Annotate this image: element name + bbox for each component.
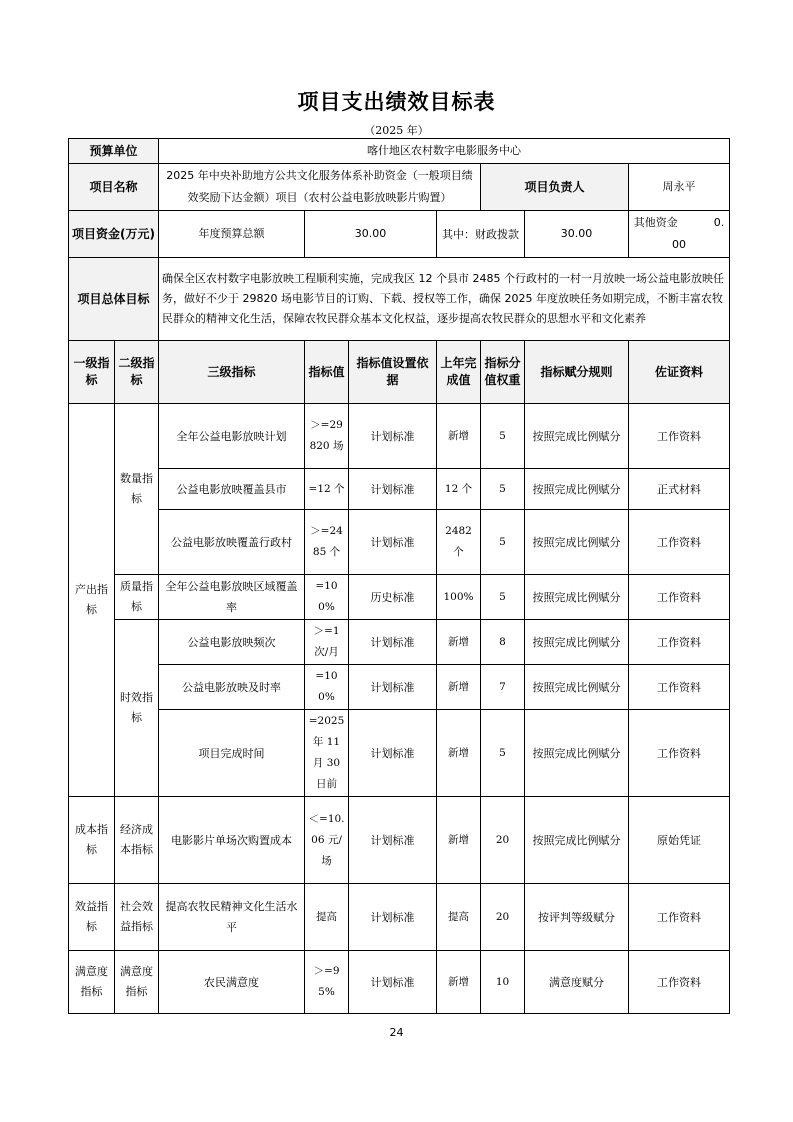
goal-value: 确保全区农村数字电影放映工程顺利实施，完成我区 12 个县市 2485 个行政村的一村一月放映一场公益电影放映任务，做好不少于 29820 场电影节目的订购、下载、授权等工作，确保 2025 年度放映任务如期完成，不断丰富农牧民群众的精神文化生活，保障农牧民群众基本文化权益，逐步提高农牧民群众的思想水平和文化素养 bbox=[159, 258, 730, 341]
evidence-cell: 工作资料 bbox=[629, 510, 730, 575]
evidence-cell: 工作资料 bbox=[629, 884, 730, 951]
level3-cell: 公益电影放映覆盖行政村 bbox=[159, 510, 305, 575]
weight-cell: 10 bbox=[481, 951, 525, 1014]
performance-table bbox=[68, 138, 730, 1014]
level1-cell: 效益指标 bbox=[69, 884, 115, 951]
weight-cell: 20 bbox=[481, 797, 525, 884]
value-cell: =2025 年 11 月 30 日前 bbox=[305, 710, 349, 797]
value-cell: ＞=29820 场 bbox=[305, 404, 349, 469]
evidence-cell: 工作资料 bbox=[629, 575, 730, 620]
level1-cell: 成本指标 bbox=[69, 797, 115, 884]
prev-value-cell: 提高 bbox=[437, 884, 481, 951]
table-row bbox=[69, 510, 730, 575]
level2-cell: 满意度指标 bbox=[115, 951, 159, 1014]
other-fund-cell bbox=[629, 211, 730, 258]
level1-cell: 产出指标 bbox=[69, 404, 115, 797]
basis-cell: 计划标准 bbox=[349, 797, 437, 884]
value-cell: =12 个 bbox=[305, 469, 349, 510]
level3-cell: 电影影片单场次购置成本 bbox=[159, 797, 305, 884]
column-header: 指标值 bbox=[305, 341, 349, 404]
evidence-cell: 正式材料 bbox=[629, 469, 730, 510]
column-header-row bbox=[69, 341, 730, 404]
rule-cell: 按照完成比例赋分 bbox=[525, 469, 629, 510]
table-row bbox=[69, 884, 730, 951]
value-cell: ＜=10.06 元/场 bbox=[305, 797, 349, 884]
prev-value-cell: 2482 个 bbox=[437, 510, 481, 575]
rule-cell: 按评判等级赋分 bbox=[525, 884, 629, 951]
value-cell: =100% bbox=[305, 575, 349, 620]
level3-cell: 公益电影放映频次 bbox=[159, 620, 305, 665]
rule-cell: 按照完成比例赋分 bbox=[525, 404, 629, 469]
table-row bbox=[69, 665, 730, 710]
weight-cell: 5 bbox=[481, 469, 525, 510]
evidence-cell: 原始凭证 bbox=[629, 797, 730, 884]
fiscal-label: 其中：财政拨款 bbox=[437, 211, 525, 258]
basis-cell: 计划标准 bbox=[349, 469, 437, 510]
weight-cell: 5 bbox=[481, 710, 525, 797]
page-title: 项目支出绩效目标表 bbox=[297, 90, 496, 114]
column-header: 佐证资料 bbox=[629, 341, 730, 404]
column-header: 指标赋分规则 bbox=[525, 341, 629, 404]
project-name-value: 2025 年中央补助地方公共文化服务体系补助资金（一般项目绩效奖励下达金额）项目（农村公益电影放映影片购置） bbox=[159, 164, 481, 211]
level2-cell: 时效指标 bbox=[115, 620, 159, 797]
basis-cell: 计划标准 bbox=[349, 510, 437, 575]
column-header: 指标分值权重 bbox=[481, 341, 525, 404]
evidence-cell: 工作资料 bbox=[629, 665, 730, 710]
rule-cell: 按照完成比例赋分 bbox=[525, 665, 629, 710]
weight-cell: 7 bbox=[481, 665, 525, 710]
rule-cell: 满意度赋分 bbox=[525, 951, 629, 1014]
basis-cell: 计划标准 bbox=[349, 665, 437, 710]
evidence-cell: 工作资料 bbox=[629, 710, 730, 797]
level1-cell: 满意度指标 bbox=[69, 951, 115, 1014]
basis-cell: 计划标准 bbox=[349, 951, 437, 1014]
evidence-cell: 工作资料 bbox=[629, 404, 730, 469]
table-row bbox=[69, 951, 730, 1014]
other-fund-label: 其他资金 bbox=[633, 216, 678, 229]
level2-cell: 数量指标 bbox=[115, 404, 159, 575]
rule-cell: 按照完成比例赋分 bbox=[525, 620, 629, 665]
level3-cell: 公益电影放映覆盖县市 bbox=[159, 469, 305, 510]
rule-cell: 按照完成比例赋分 bbox=[525, 710, 629, 797]
column-header: 上年完成值 bbox=[437, 341, 481, 404]
basis-cell: 计划标准 bbox=[349, 404, 437, 469]
weight-cell: 5 bbox=[481, 575, 525, 620]
basis-cell: 计划标准 bbox=[349, 884, 437, 951]
prev-value-cell: 100% bbox=[437, 575, 481, 620]
unit-label: 预算单位 bbox=[69, 139, 159, 164]
table-row bbox=[69, 469, 730, 510]
level3-cell: 全年公益电影放映计划 bbox=[159, 404, 305, 469]
level2-cell: 社会效益指标 bbox=[115, 884, 159, 951]
rule-cell: 按照完成比例赋分 bbox=[525, 575, 629, 620]
annual-budget-value: 30.00 bbox=[305, 211, 437, 258]
annual-budget-label: 年度预算总额 bbox=[159, 211, 305, 258]
page-number: 24 bbox=[389, 1026, 404, 1039]
level3-cell: 项目完成时间 bbox=[159, 710, 305, 797]
evidence-cell: 工作资料 bbox=[629, 620, 730, 665]
table-row bbox=[69, 620, 730, 665]
level3-cell: 公益电影放映及时率 bbox=[159, 665, 305, 710]
prev-value-cell: 新增 bbox=[437, 710, 481, 797]
value-cell: ＞=1 次/月 bbox=[305, 620, 349, 665]
prev-value-cell: 新增 bbox=[437, 620, 481, 665]
table-row bbox=[69, 575, 730, 620]
project-owner-label: 项目负责人 bbox=[481, 164, 629, 211]
prev-value-cell: 新增 bbox=[437, 404, 481, 469]
table-row bbox=[69, 404, 730, 469]
weight-cell: 8 bbox=[481, 620, 525, 665]
prev-value-cell: 新增 bbox=[437, 951, 481, 1014]
prev-value-cell: 新增 bbox=[437, 797, 481, 884]
weight-cell: 5 bbox=[481, 510, 525, 575]
level3-cell: 农民满意度 bbox=[159, 951, 305, 1014]
column-header: 二级指标 bbox=[115, 341, 159, 404]
project-name-label: 项目名称 bbox=[69, 164, 159, 211]
column-header: 指标值设置依据 bbox=[349, 341, 437, 404]
basis-cell: 计划标准 bbox=[349, 620, 437, 665]
value-cell: ＞=95% bbox=[305, 951, 349, 1014]
weight-cell: 5 bbox=[481, 404, 525, 469]
value-cell: =100% bbox=[305, 665, 349, 710]
value-cell: ＞=2485 个 bbox=[305, 510, 349, 575]
prev-value-cell: 新增 bbox=[437, 665, 481, 710]
year-label: （2025 年） bbox=[364, 124, 429, 137]
goal-label: 项目总体目标 bbox=[69, 258, 159, 341]
evidence-cell: 工作资料 bbox=[629, 951, 730, 1014]
weight-cell: 20 bbox=[481, 884, 525, 951]
rule-cell: 按照完成比例赋分 bbox=[525, 510, 629, 575]
table-row bbox=[69, 797, 730, 884]
basis-cell: 历史标准 bbox=[349, 575, 437, 620]
basis-cell: 计划标准 bbox=[349, 710, 437, 797]
rule-cell: 按照完成比例赋分 bbox=[525, 797, 629, 884]
table-row bbox=[69, 710, 730, 797]
fund-label: 项目资金(万元) bbox=[69, 211, 159, 258]
prev-value-cell: 12 个 bbox=[437, 469, 481, 510]
project-owner-value: 周永平 bbox=[629, 164, 730, 211]
value-cell: 提高 bbox=[305, 884, 349, 951]
fiscal-value: 30.00 bbox=[525, 211, 629, 258]
other-fund-value: 0.00 bbox=[672, 216, 725, 251]
level2-cell: 质量指标 bbox=[115, 575, 159, 620]
column-header: 三级指标 bbox=[159, 341, 305, 404]
column-header: 一级指标 bbox=[69, 341, 115, 404]
unit-value: 喀什地区农村数字电影服务中心 bbox=[159, 139, 730, 164]
level2-cell: 经济成本指标 bbox=[115, 797, 159, 884]
level3-cell: 提高农牧民精神文化生活水平 bbox=[159, 884, 305, 951]
level3-cell: 全年公益电影放映区域覆盖率 bbox=[159, 575, 305, 620]
